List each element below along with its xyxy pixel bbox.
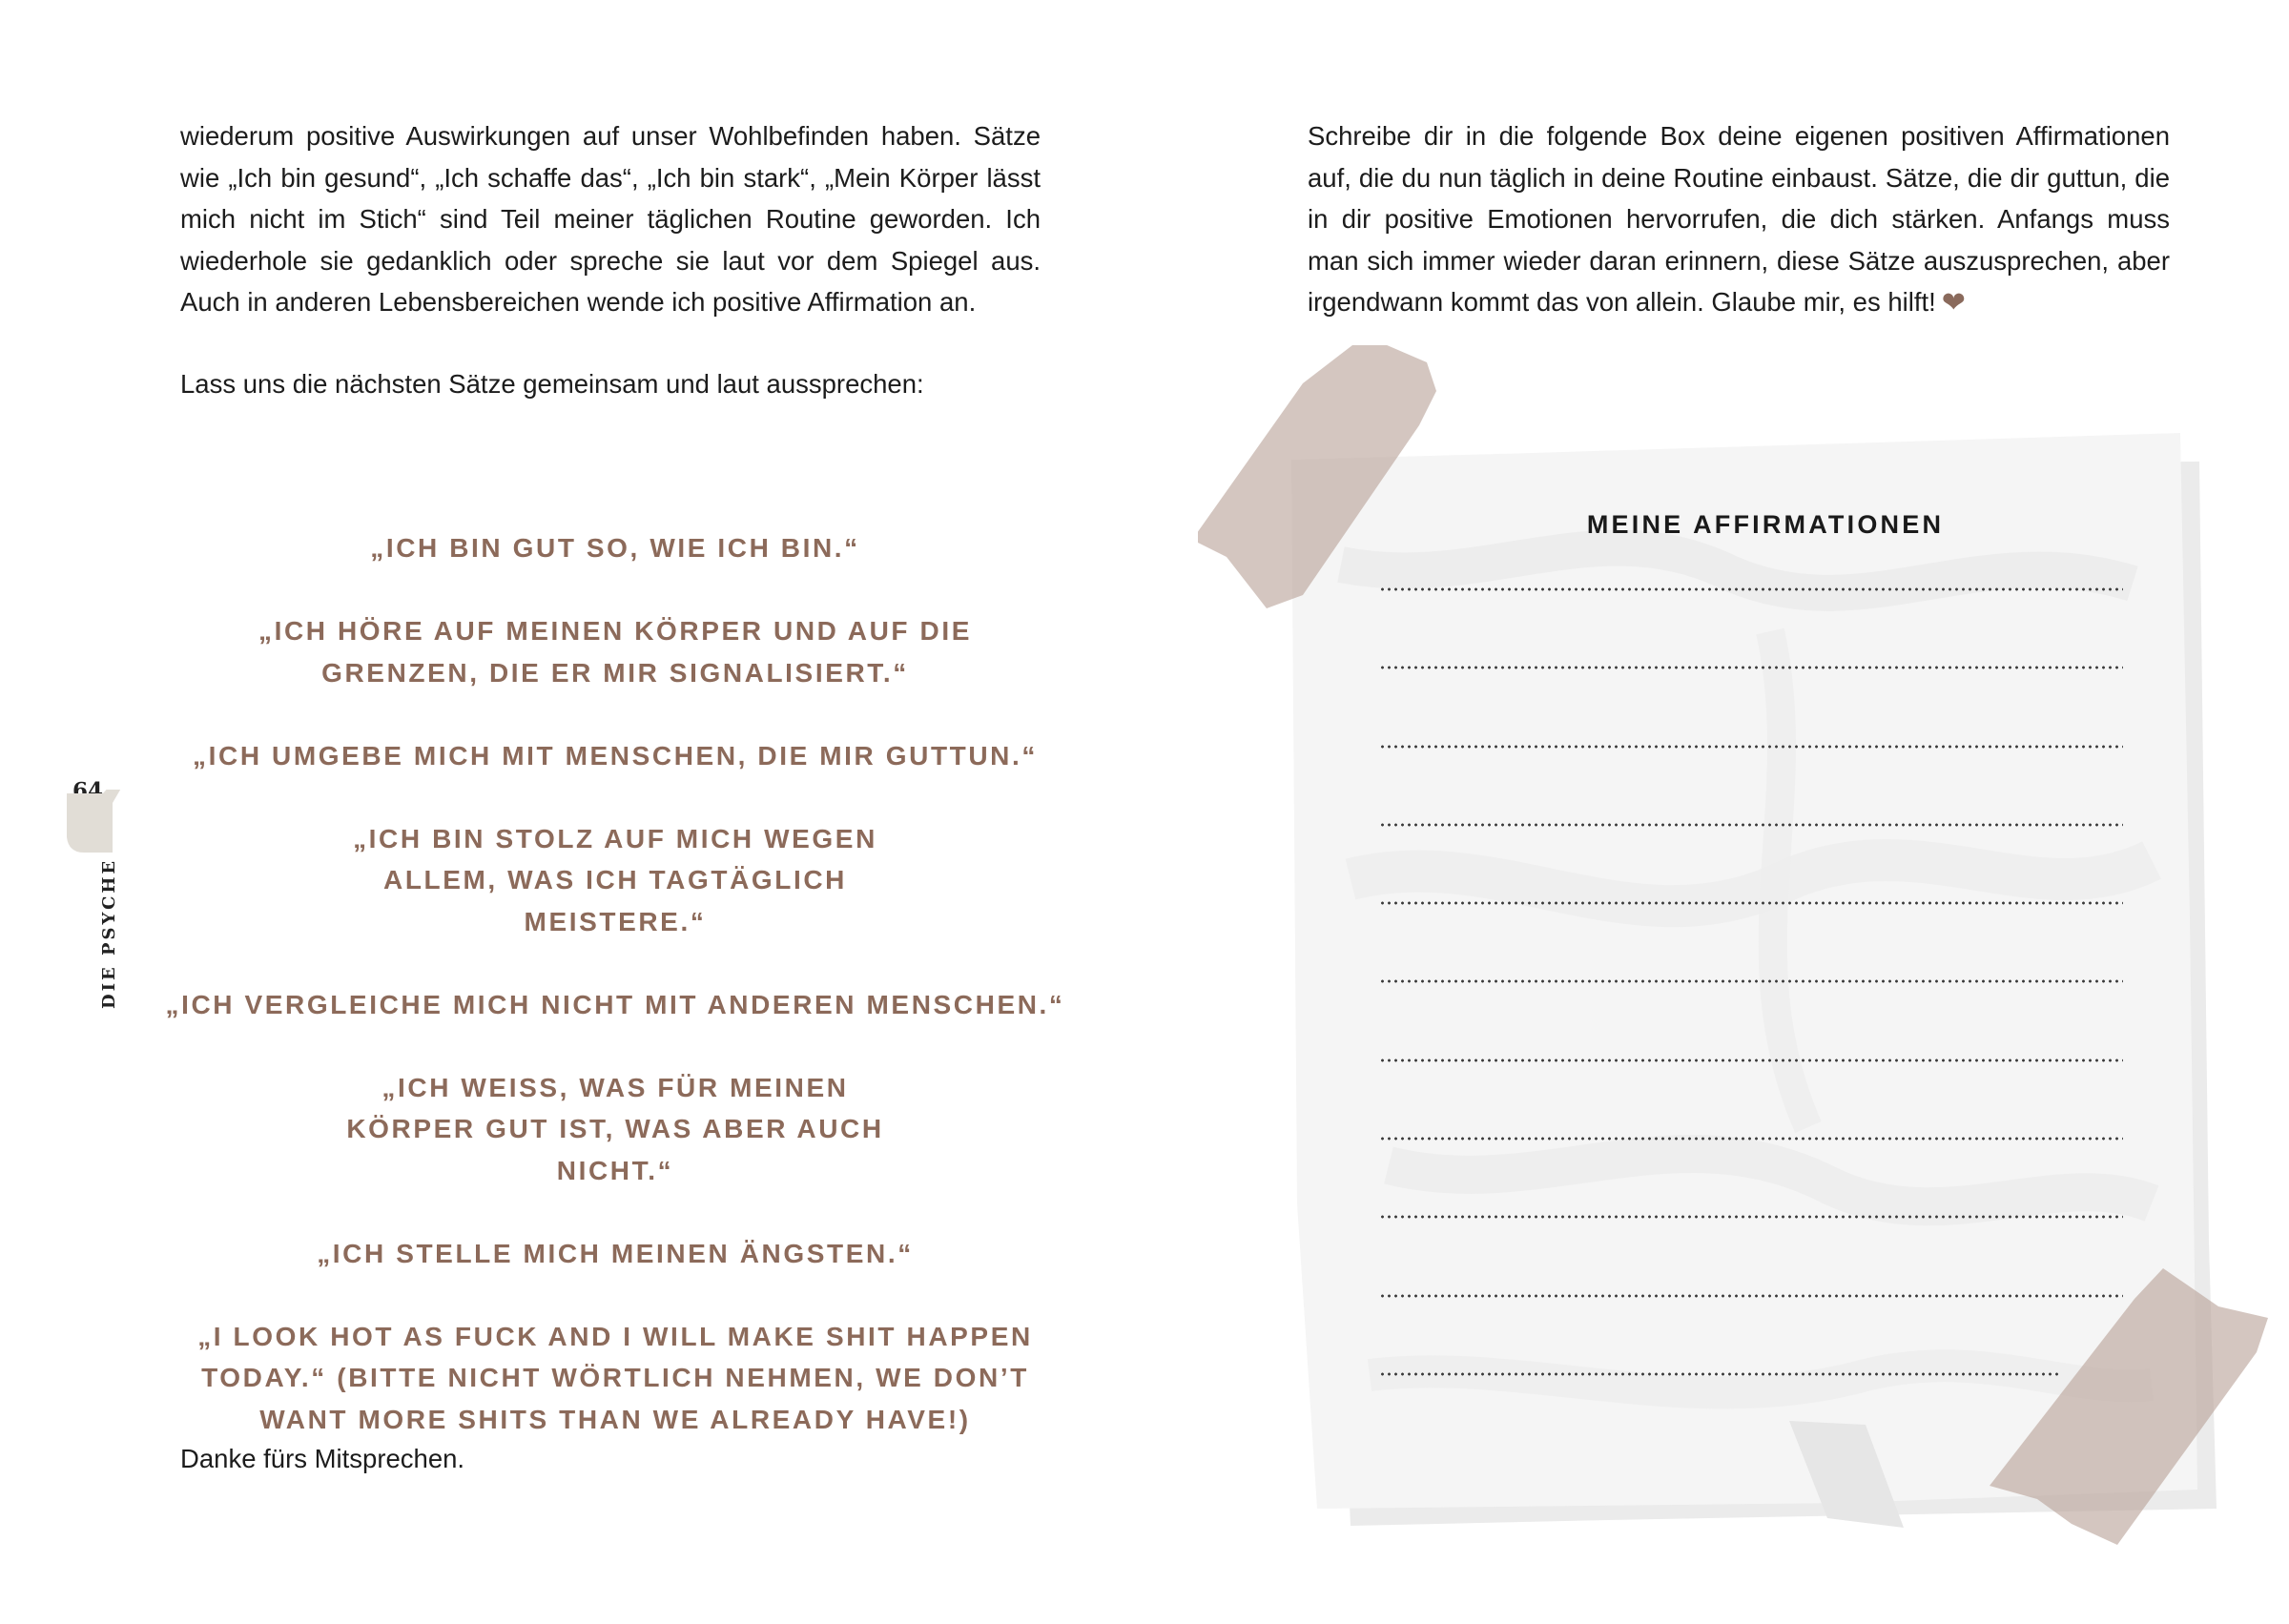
right-intro-paragraph (1308, 115, 2170, 324)
affirmation-item: „ICH HÖRE AUF MEINEN KÖRPER UND AUF DIE GRENZEN, DIE ER MIR SIGNALISIERT.“ (258, 616, 972, 688)
writing-line[interactable] (1379, 572, 2123, 591)
writing-line[interactable] (1379, 964, 2123, 983)
page-number: 64 (72, 778, 104, 804)
writing-line[interactable] (1379, 1121, 2123, 1141)
affirmation-list (162, 527, 1068, 1482)
writing-lines (1379, 572, 2123, 1435)
affirmation-item: „ICH BIN GUT SO, WIE ICH BIN.“ (370, 533, 860, 563)
writing-line[interactable] (1379, 1200, 2123, 1219)
heart-icon: ❤ (1941, 287, 1966, 319)
affirmation-item: „I LOOK HOT AS FUCK AND I WILL MAKE SHIT HAPPEN TODAY.“ (BITTE NICHT WÖRTLICH NEHMEN, WE DON’T WANT MORE SHITS THAN WE ALREADY HAVE!) (197, 1321, 1033, 1434)
page-tab-icon (65, 790, 128, 858)
writing-line[interactable] (1379, 1357, 2060, 1376)
lead-sentence: Lass uns die nächsten Sätze gemeinsam und laut aussprechen: (180, 369, 924, 399)
affirmation-item: „ICH WEISS, WAS FÜR MEINEN KÖRPER GUT IST, WAS ABER AUCH NICHT.“ (346, 1072, 884, 1185)
affirmation-item: „ICH UMGEBE MICH MIT MENSCHEN, DIE MIR GUTTUN.“ (193, 740, 1038, 771)
writing-line[interactable] (1379, 730, 2123, 749)
writing-line[interactable] (1379, 886, 2123, 905)
affirmation-item: „ICH STELLE MICH MEINEN ÄNGSTEN.“ (317, 1238, 914, 1268)
affirmation-item: „ICH BIN STOLZ AUF MICH WEGEN ALLEM, WAS ICH TAGTÄGLICH MEISTERE.“ (353, 823, 877, 936)
writing-line[interactable] (1379, 650, 2123, 669)
chapter-label: DIE PSYCHE (99, 857, 119, 1009)
left-intro-paragraph: wiederum positive Auswirkungen auf unser Wohlbefinden haben. Sätze wie „Ich bin gesund“, „Ich schaffe das“, „Ich bin stark“, „Mein Körper lässt mich nicht im Stich“ sind Teil meiner täglichen Routine geworden. Ich wiederhole sie gedanklich oder spreche sie laut vor dem Spiegel aus. Auch in anderen Lebensbereichen wende ich positive Affirmation an. (180, 121, 1041, 317)
right-intro-text: Schreibe dir in die folgende Box deine eigenen positiven Affirmationen auf, die du nun täglich in deine Routine einbaust. Sätze, die dir guttun, die in dir positive Emotionen hervorrufen, die dich stärken. Anfangs muss man sich immer wieder daran erinnern, diese Sätze auszusprechen, aber irgendwann kommt das von allein. Glaube mir, es hilft! (1308, 121, 2170, 317)
box-heading: MEINE AFFIRMATIONEN (1586, 510, 1945, 539)
writing-line[interactable] (1379, 1279, 2123, 1298)
affirmation-item: „ICH VERGLEICHE MICH NICHT MIT ANDEREN MENSCHEN.“ (165, 989, 1065, 1019)
writing-line[interactable] (1379, 808, 2123, 827)
writing-line[interactable] (1379, 1043, 2123, 1062)
thanks-sentence: Danke fürs Mitsprechen. (180, 1444, 465, 1473)
left-page (0, 0, 1144, 1624)
